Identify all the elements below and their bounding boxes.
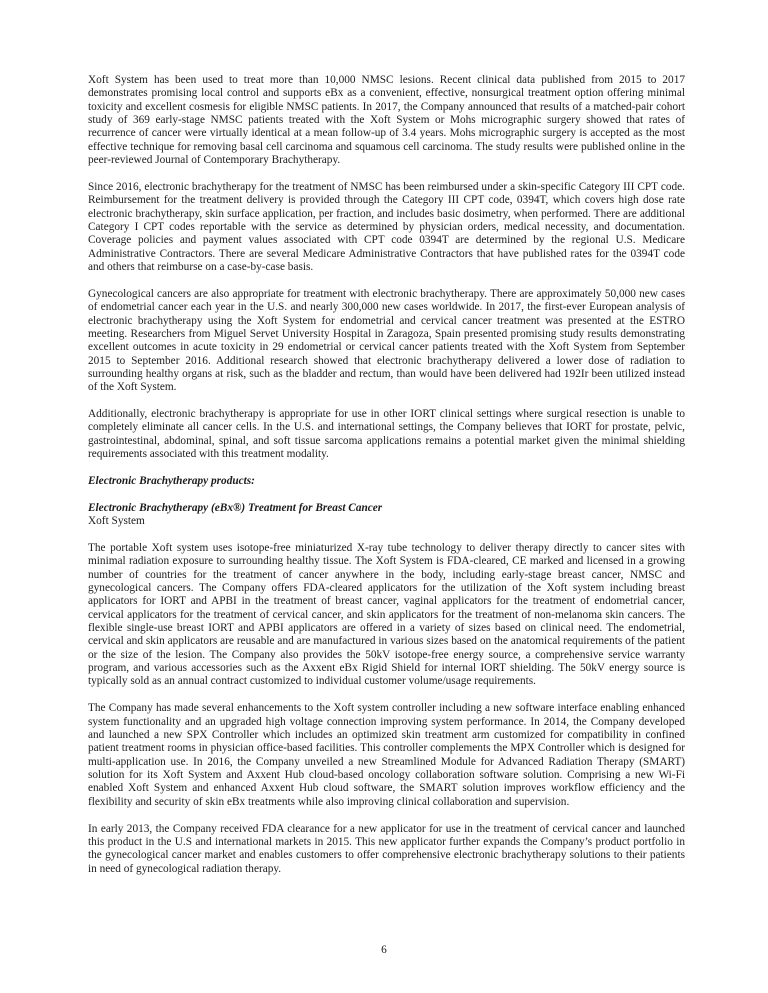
paragraph-controller-enhancements: The Company has made several enhancements to the Xoft system controller including a new software interface enabling enhanced system functionality and an upgraded high voltage connection improving system performance. In 2014, the Company developed and launched a new SPX Controller which includes an optimized skin treatment arm customized for compatibility in confined patient treatment rooms in physician office-based facilities. This controller complements the MPX Controller which is designed for multi-application use. In 2016, the Company unveiled a new Streamlined Module for Advanced Radiation Therapy (SMART) solution for its Xoft System and Axxent Hub cloud-based oncology collaboration software solution. Comprising a new Wi-Fi enabled Xoft System and enhanced Axxent Hub cloud software, the SMART solution improves workflow efficiency and the flexibility and security of skin eBx treatments while also improving clinical collaboration and supervision. xyxy=(88,702,685,808)
page-number: 6 xyxy=(381,944,387,956)
paragraph-cpt-reimbursement: Since 2016, electronic brachytherapy for the treatment of NMSC has been reimbursed under a skin-specific Category III CPT code. Reimbursement for the treatment delivery is provided through the Category III CPT code, 0394T, which covers high dose rate electronic brachytherapy, skin surface application, per fraction, and includes basic dosimetry, when performed. There are additional Category I CPT codes reportable with the service as determined by physician orders, medical necessity, and documentation. Coverage policies and payment values associated with CPT code 0394T are determined by the regional U.S. Medicare Administrative Contractors. There are several Medicare Administrative Contractors that have published rates for the 0394T code and others that reimburse on a case-by-case basis. xyxy=(88,180,685,273)
subheading-xoft-system: Xoft System xyxy=(88,515,145,528)
paragraph-iort-settings: Additionally, electronic brachytherapy is appropriate for use in other IORT clinical settings where surgical resection is unable to completely eliminate all cancer cells. In the U.S. and international settings, the Company believes that IORT for prostate, pelvic, gastrointestinal, abdominal, spinal, and soft tissue sarcoma applications remains a potential market given the minimal shielding requirements associated with this treatment modality. xyxy=(88,408,685,461)
section-heading-ebx-breast-cancer: Electronic Brachytherapy (eBx®) Treatment for Breast Cancer xyxy=(88,501,383,514)
paragraph-portable-xoft-system: The portable Xoft system uses isotope-free miniaturized X-ray tube technology to deliver therapy directly to cancer sites with minimal radiation exposure to surrounding healthy tissue. The Xoft System is FDA-cleared, CE marked and licensed in a growing number of countries for the treatment of cancer anywhere in the body, including early-stage breast cancer, NMSC and gynecological cancers. The Company offers FDA-cleared applicators for the utilization of the Xoft system including breast applicators for IORT and APBI in the treatment of breast cancer, vaginal applicators for the treatment of endometrial cancer, cervical applicators for the treatment of cervical cancer, and skin applicators for the treatment of non-melanoma skin cancers. The flexible single-use breast IORT and APBI applicators are offered in a variety of sizes based on clinical need. The endometrial, cervical and skin applicators are reusable and are manufactured in various sizes based on the anatomical requirements of the patient or the size of the lesion. The Company also provides the 50kV isotope-free energy source, a comprehensive service warranty program, and various accessories such as the Axxent eBx Rigid Shield for internal IORT shielding. The 50kV energy source is typically sold as an annual contract customized to individual customer volume/usage requirements. xyxy=(88,541,685,688)
paragraph-nmsc-clinical-data: Xoft System has been used to treat more than 10,000 NMSC lesions. Recent clinical data published from 2015 to 2017 demonstrates promising local control and supports eBx as a convenient, effective, nonsurgical treatment option offering minimal toxicity and excellent cosmesis for eligible NMSC patients. In 2017, the Company announced that results of a matched-pair cohort study of 369 early-stage NMSC patients treated with the Xoft System or Mohs micrographic surgery showed that rates of recurrence of cancer were virtually identical at a mean follow-up of 3.4 years. Mohs micrographic surgery is accepted as the most effective technique for removing basal cell carcinoma and squamous cell carcinoma. The study results were published online in the peer-reviewed Journal of Contemporary Brachytherapy. xyxy=(88,74,685,167)
paragraph-cervical-applicator: In early 2013, the Company received FDA clearance for a new applicator for use in the treatment of cervical cancer and launched this product in the U.S and international markets in 2015. This new applicator further expands the Company’s product portfolio in the gynecological cancer market and enables customers to offer comprehensive electronic brachytherapy solutions to their patients in need of gynecological radiation therapy. xyxy=(88,822,685,875)
section-heading-ebt-products: Electronic Brachytherapy products: xyxy=(88,474,255,487)
document-body xyxy=(88,74,685,889)
paragraph-gynecological-cancers: Gynecological cancers are also appropriate for treatment with electronic brachytherapy. There are approximately 50,000 new cases of endometrial cancer each year in the U.S. and nearly 300,000 new cases worldwide. In 2017, the first-ever European analysis of electronic brachytherapy using the Xoft System for endometrial and cervical cancer treatment was presented at the ESTRO meeting. Researchers from Miguel Servet University Hospital in Zaragoza, Spain presented promising study results demonstrating excellent outcomes in acute toxicity in 29 endometrial or cervical cancer patients treated with the Xoft System from September 2015 to September 2016. Additional research showed that electronic brachytherapy delivered a lower dose of radiation to surrounding healthy organs at risk, such as the bladder and rectum, than would have been delivered had 192Ir been utilized instead of the Xoft System. xyxy=(88,287,685,394)
